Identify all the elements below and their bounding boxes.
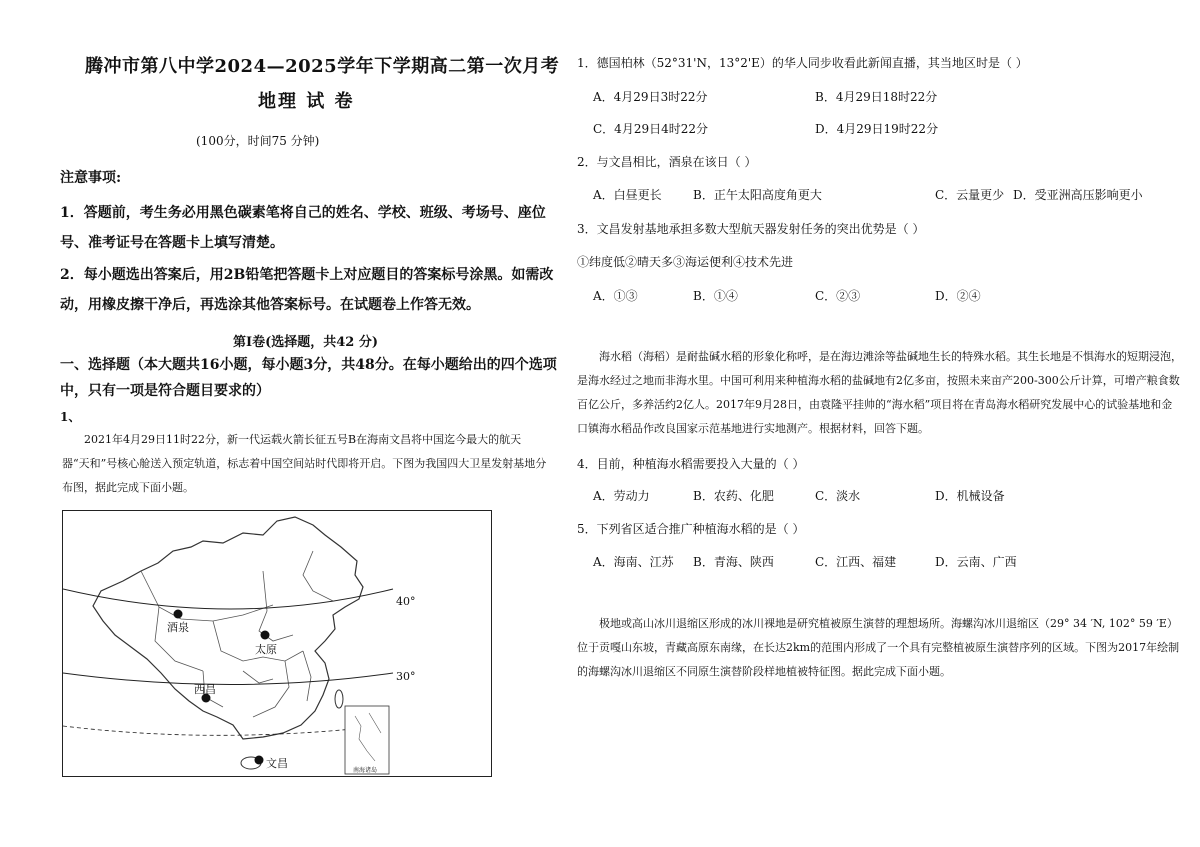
question-4-option-d: D．机械设备	[935, 489, 1005, 503]
question-4-option-a: A．劳动力	[593, 489, 650, 503]
question-5-option-b: B．青海、陕西	[693, 555, 774, 569]
question-2-option-b: B．正午太阳高度角更大	[693, 188, 822, 202]
xichang-label: 西昌	[194, 683, 216, 696]
jiuquan-label: 酒泉	[167, 621, 189, 634]
question-4-stem: 4．目前，种植海水稻需要投入大量的（ ）	[577, 457, 805, 471]
exam-title: 腾冲市第八中学2024—2025学年下学期高二第一次月考	[85, 56, 560, 77]
inset-label: 南海诸岛	[353, 767, 378, 774]
question-5-option-a: A．海南、江苏	[593, 555, 674, 569]
question-1-option-b: B．4月29日18时22分	[815, 90, 938, 104]
notice-item-2: 2．每小题选出答案后，用2B铅笔把答题卡上对应题目的答案标号涂黑。如需改动，用橡皮擦干净后，再选涂其他答案标号。在试题卷上作答无效。	[60, 267, 554, 313]
question-1-option-d: D．4月29日19时22分	[815, 122, 939, 136]
question-5-option-d: D．云南、广西	[935, 555, 1017, 569]
question-3-option-a: A．①③	[593, 289, 638, 303]
latitude-40-label: 40°	[396, 595, 416, 608]
question-3-conditions: ①纬度低②晴天多③海运便利④技术先进	[577, 255, 794, 269]
question-5-option-c: C．江西、福建	[815, 555, 897, 569]
question-5-stem: 5．下列省区适合推广种植海水稻的是（ ）	[577, 522, 805, 536]
latitude-30-line	[63, 673, 393, 685]
question-2-option-a: A．白昼更长	[593, 188, 662, 202]
taiyuan-label: 太原	[255, 643, 277, 656]
notice-title: 注意事项:	[60, 170, 122, 186]
question-2-stem: 2．与文昌相比，酒泉在该日（ ）	[577, 155, 757, 169]
latitude-30-label: 30°	[396, 670, 416, 683]
score-time: (100分，时间75 分钟)	[196, 134, 320, 148]
question-3-option-b: B．①④	[693, 289, 738, 303]
taiwan-island	[335, 690, 343, 708]
passage-1: 2021年4月29日11时22分，新一代运载火箭长征五号B在海南文昌将中国迄今最大的航天器“天和”号核心舱送入预定轨道，标志着中国空间站时代即将开启。下图为我国四大卫星发射基地分布图，据此完成下面小题。	[62, 433, 547, 494]
question-1-option-a: A．4月29日3时22分	[593, 90, 708, 104]
question-group-number: 1、	[60, 410, 81, 424]
question-1-stem: 1．德国柏林（52°31'N，13°2'E）的华人同步收看此新闻直播，其当地区时是（ ）	[577, 56, 1028, 70]
question-3-option-c: C．②③	[815, 289, 861, 303]
map-svg	[63, 511, 491, 776]
question-4-option-c: C．淡水	[815, 489, 861, 503]
inset-frame	[345, 706, 389, 774]
wenchang-label: 文昌	[266, 757, 288, 770]
question-3-option-d: D．②④	[935, 289, 981, 303]
passage-3: 极地或高山冰川退缩区形成的冰川裸地是研究植被原生演替的理想场所。海螺沟冰川退缩区（29° 34 ′N, 102° 59 ′E）位于贡嘎山东坡，青藏高原东南缘，在长达2km的范围内形成了一个具有完整植被原生演替序列的区域。下图为2017年绘制的海螺沟冰川退缩区不同原生演替阶段样地植被特征图。据此完成下面小题。	[577, 617, 1180, 678]
question-3-stem: 3．文昌发射基地承担多数大型航天器发射任务的突出优势是（ ）	[577, 222, 925, 236]
notice-item-1: 1．答题前，考生务必用黑色碳素笔将自己的姓名、学校、班级、考场号、座位号、准考证号在答题卡上填写清楚。	[60, 205, 546, 251]
tropic-dashed-line	[63, 726, 353, 735]
passage-2: 海水稻（海稻）是耐盐碱水稻的形象化称呼，是在海边滩涂等盐碱地生长的特殊水稻。其生长地是不惧海水的短期浸泡，是海水经过之地而非海水里。中国可利用来种植海水稻的盐碱地有2亿多亩，按照未来亩产200-300公斤计算，可增产粮食数百亿公斤，多养活约2亿人。2017年9月28日，由袁隆平挂帅的“海水稻”项目将在青岛海水稻研究发展中心的试验基地和金口镇海水稻品作改良国家示范基地进行实地测产。根据材料，回答下题。	[577, 350, 1182, 435]
question-1-option-c: C．4月29日4时22分	[593, 122, 708, 136]
section-title: 第Ⅰ卷(选择题，共42 分)	[233, 335, 378, 350]
latitude-40-line	[63, 589, 393, 609]
question-2-option-c: C．云量更少	[935, 188, 1005, 202]
exam-subtitle: 地理 试 卷	[258, 91, 355, 112]
taiyuan-site-dot	[261, 631, 270, 640]
section-heading: 一、选择题（本大题共16小题，每小题3分，共48分。在每小题给出的四个选项中，只有一项是符合题目要求的）	[60, 357, 557, 399]
china-launch-sites-map	[62, 510, 492, 777]
jiuquan-site-dot	[174, 610, 183, 619]
wenchang-site-dot	[255, 756, 264, 765]
china-outline	[93, 517, 363, 739]
question-4-option-b: B．农药、化肥	[693, 489, 774, 503]
question-2-option-d: D．受亚洲高压影响更小	[1013, 188, 1143, 202]
